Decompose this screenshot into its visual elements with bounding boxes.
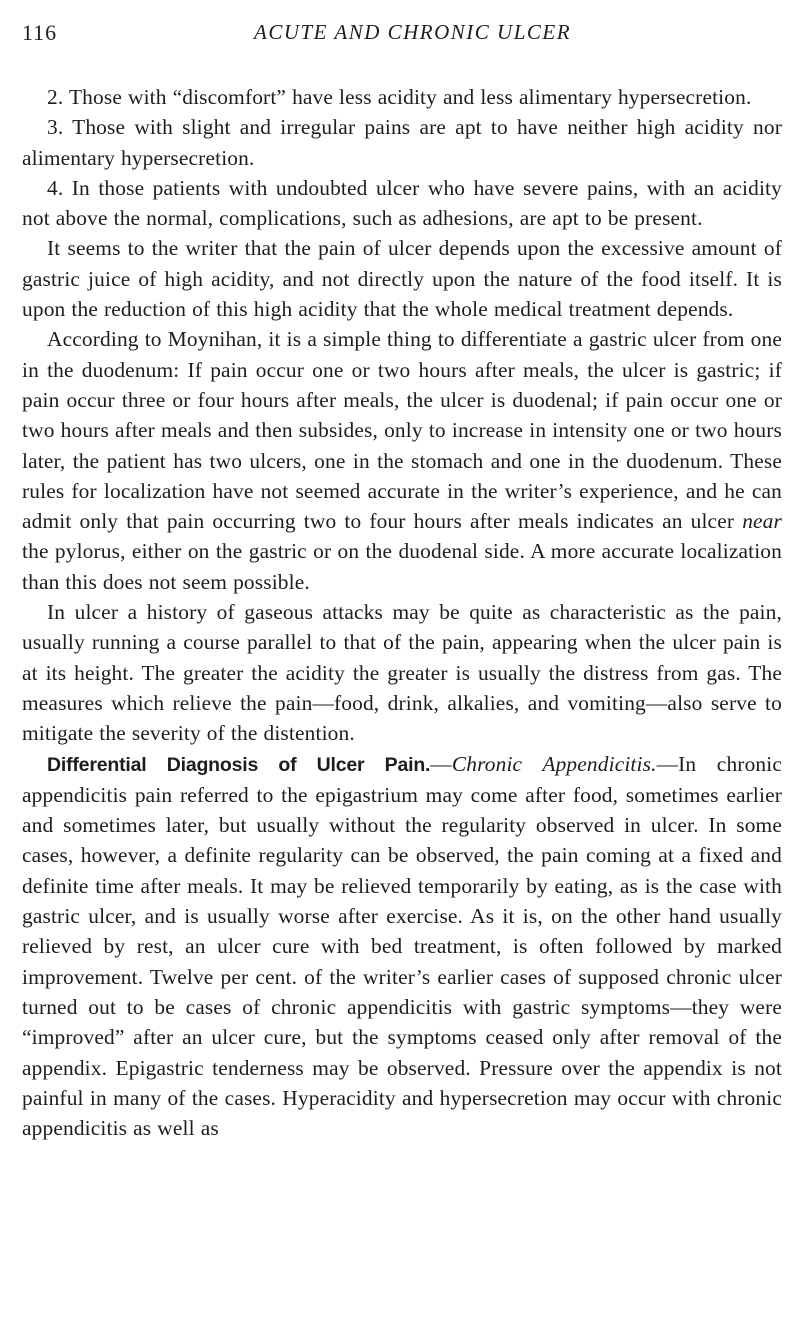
paragraph-pain-acidity: It seems to the writer that the pain of ulcer depends upon the excessive amount of gastric juice of high acidity, and not directly upon the nature of the food itself. It is upon the reduction of this high acidity that the whole medical treatment depends. [22, 236, 782, 322]
em-dash: — [656, 751, 679, 776]
book-page [22, 20, 782, 1143]
paragraph-moynihan [22, 324, 782, 597]
running-head [22, 20, 782, 60]
paragraph-gaseous-attacks: In ulcer a history of gaseous attacks may be quite as characteristic as the pain, usually running a course parallel to that of the pain, appearing when the ulcer pain is at its height. The greater the acidity the greater is usually the distress from gas. The measures which relieve the pain—food, drink, alkalies, and vomiting—also serve to mitigate the severity of the distention. [22, 600, 782, 746]
paragraph-item-2: 2. Those with “discomfort” have less acidity and less alimentary hypersecretion. [47, 85, 752, 109]
body-text [22, 82, 782, 1143]
italic-near: near [742, 509, 782, 534]
section-heading: Differential Diagnosis of Ulcer Pain. [47, 753, 431, 776]
paragraph-item-4: 4. In those patients with undoubted ulcer who have severe pains, with an acidity not above the normal, complications, such as adhesions, are apt to be present. [22, 175, 782, 231]
differential-text: In chronic appendicitis pain referred to the epigastrium may come after food, sometimes earlier and sometimes later, but usually without the regularity observed in ulcer. In some cases, however, a definite regularity can be observed, the pain coming at a fixed and definite time after meals. It may be relieved temporarily by eating, as is the case with gastric ulcer, and is usually worse after exercise. As it is, on the other hand usually relieved by rest, an ulcer cure with bed treatment, is often followed by marked improvement. Twelve per cent. of the writer’s earlier cases of supposed chronic ulcer turned out to be cases of chronic appendicitis with gastric symptoms—they were “improved” after an ulcer cure, but the symptoms ceased only after removal of the appendix. Epigastric tenderness may be observed. Pressure over the appendix is not painful in many of the cases. Hyperacidity and hypersecretion may occur with chronic appendicitis as well as [22, 751, 782, 1141]
moynihan-text-end: the pylorus, either on the gastric or on the duodenal side. A more accurate localization than this does not seem possible. [22, 539, 782, 594]
moynihan-text: According to Moynihan, it is a simple thing to differentiate a gastric ulcer from one in the duodenum: If pain occur one or two hours after meals, the ulcer is gastric; if pain occur three or four hours after meals, the ulcer is duodenal; if pain occur one or two hours after meals and then subsides, only to increase in intensity one or two hours later, the patient has two ulcers, one in the stomach and one in the duodenum. These rules for localization have not seemed accurate in the writer’s experience, and he can admit only that pain occurring two to four hours after meals indicates an ulcer [22, 327, 782, 534]
page-number: 116 [22, 20, 58, 45]
paragraph-differential [22, 749, 782, 1144]
running-title: ACUTE AND CHRONIC ULCER [254, 20, 572, 44]
em-dash: — [430, 751, 452, 776]
paragraph-item-3: 3. Those with slight and irregular pains are apt to have neither high acidity nor alimentary hypersecretion. [22, 115, 782, 170]
subsection-heading: Chronic Appendicitis. [451, 751, 657, 776]
